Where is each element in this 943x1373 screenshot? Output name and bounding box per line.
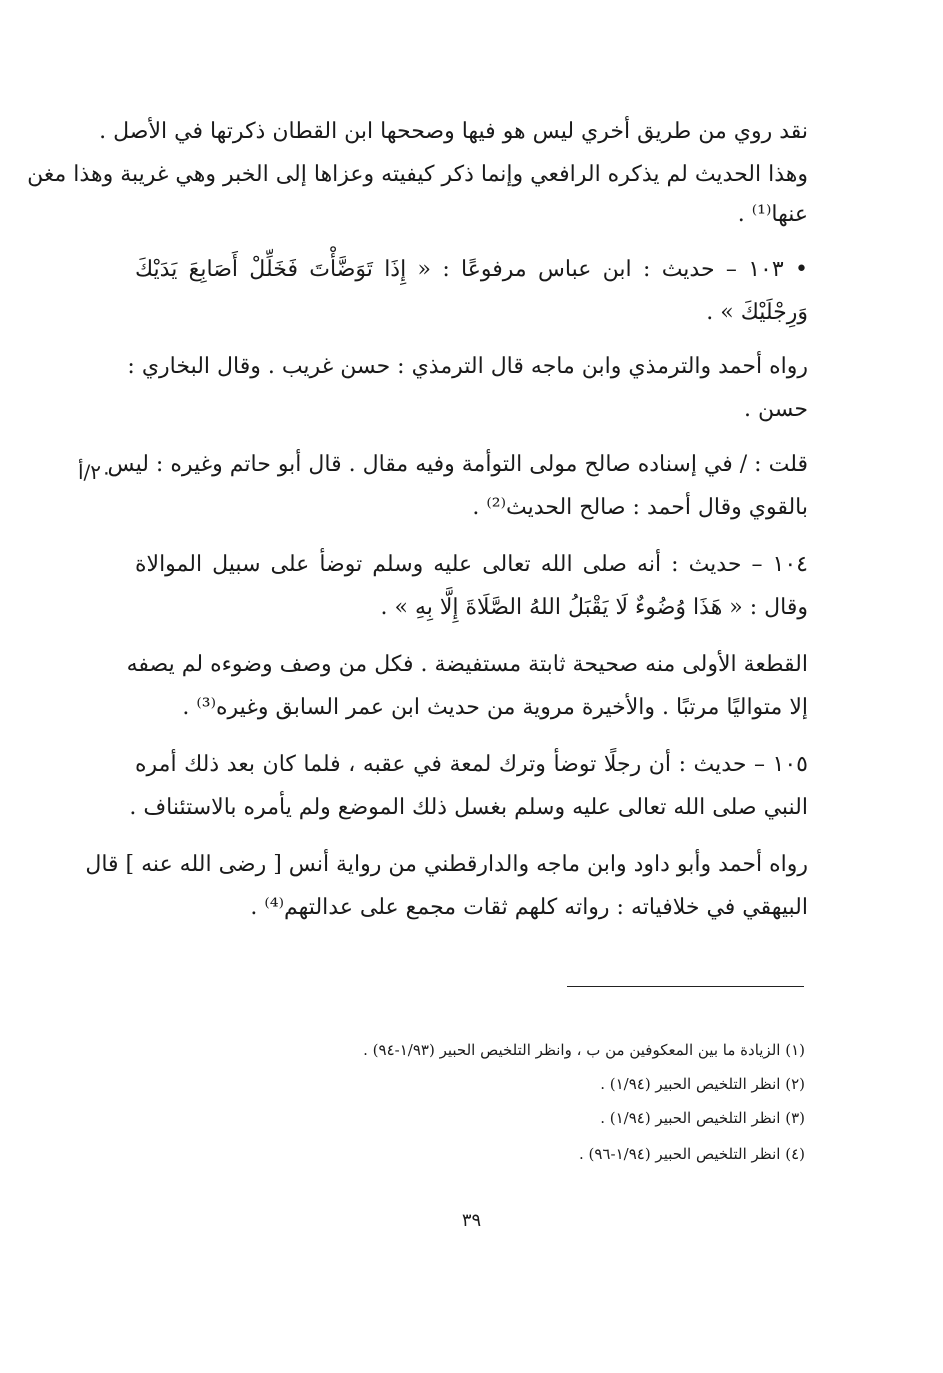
body-line: ١٠٤ – حديث : أنه صلى الله تعالى عليه وسلم توضأ على سبيل الموالاة — [135, 552, 808, 577]
body-line: القطعة الأولى منه صحيحة ثابتة مستفيضة . فكل من وصف وضوءه لم يصفه — [126, 652, 808, 677]
body-line: حسن . — [744, 397, 808, 422]
body-line: ١٠٥ – حديث : أن رجلًا توضأ وترك لمعة في عقبه ، فلما كان بعد ذلك أمره — [135, 752, 808, 777]
body-line: إلا متواليًا مرتبًا . والأخيرة مروية من حديث ابن عمر السابق وغيره⁽³⁾ . — [182, 695, 808, 720]
body-line: رواه أحمد وأبو داود وابن ماجه والدارقطني من رواية أنس [ رضى الله عنه ] قال — [85, 852, 808, 877]
body-line: بالقوي وقال أحمد : صالح الحديث⁽²⁾ . — [472, 495, 808, 520]
footnote: (١) الزيادة ما بين المعكوفين من ب ، وانظر التلخيص الحبير (١/٩٣-٩٤) . — [363, 1041, 805, 1059]
footnote-separator — [567, 986, 804, 987]
footnote: (٣) انظر التلخيص الحبير (١/٩٤) . — [600, 1109, 805, 1127]
body-line: قلت : / في إسناده صالح مولى التوأمة وفيه مقال . قال أبو حاتم وغيره : ليس — [107, 452, 808, 477]
body-line: عنها⁽¹⁾ . — [737, 202, 808, 227]
footnote: (٢) انظر التلخيص الحبير (١/٩٤) . — [600, 1075, 805, 1093]
footnote: (٤) انظر التلخيص الحبير (١/٩٤-٩٦) . — [578, 1145, 805, 1163]
body-line: وقال : « هَذَا وُضُوءٌ لَا يَقْبَلُ اللهُ الصَّلَاةَ إِلَّا بِهِ » . — [380, 595, 808, 620]
page-number: ٣٩ — [461, 1210, 482, 1231]
body-line: رواه أحمد والترمذي وابن ماجه قال الترمذي : حسن غريب . وقال البخاري : — [127, 354, 808, 379]
body-line: البيهقي في خلافياته : رواته كلهم ثقات مجمع على عدالتهم⁽⁴⁾ . — [250, 895, 808, 920]
body-line: نقد روي من طريق أخري ليس هو فيها وصححها ابن القطان ذكرتها في الأصل . — [99, 119, 808, 144]
body-line: وهذا الحديث لم يذكره الرافعي وإنما ذكر كيفيته وعزاها إلى الخبر وهي غريبة وهذا مغن — [27, 162, 808, 187]
body-line: النبي صلى الله تعالى عليه وسلم بغسل ذلك الموضع ولم يأمره بالاستئناف . — [129, 795, 808, 820]
body-line: • ١٠٣ – حديث : ابن عباس مرفوعًا : « إِذَا تَوَضَّأْتَ فَخَلِّلْ أَصَابِعَ يَدَيْكَ — [135, 257, 808, 282]
body-line: وَرِجْلَيْكَ » . — [706, 300, 808, 325]
manuscript-folio-note: ٢٠/أ — [78, 460, 112, 484]
